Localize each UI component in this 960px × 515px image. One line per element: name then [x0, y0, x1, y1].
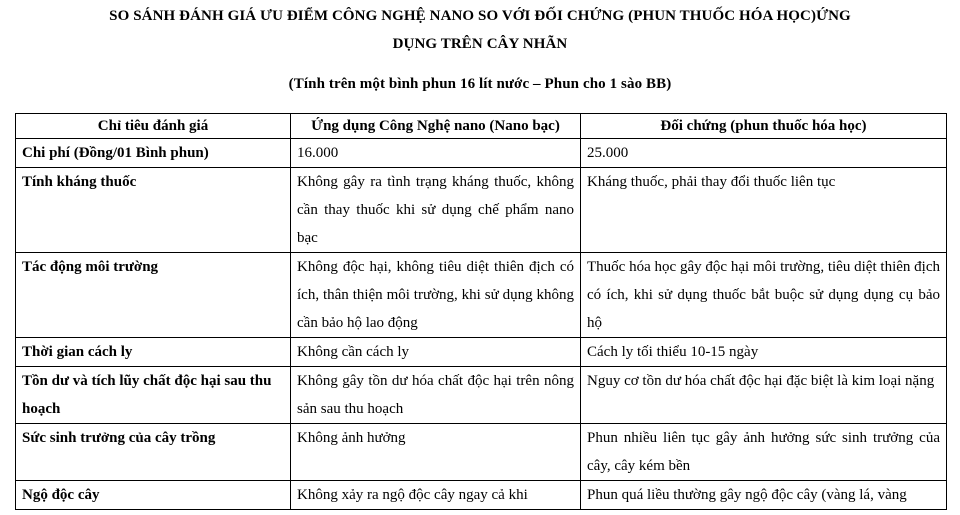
criterion-cell: Thời gian cách ly — [16, 338, 291, 367]
table-row — [16, 139, 947, 168]
nano-cell: Không độc hại, không tiêu diệt thiên địch có ích, thân thiện môi trường, khi sử dụng không cần bảo hộ lao động — [291, 253, 581, 338]
control-cell: 25.000 — [581, 139, 947, 168]
nano-cell: 16.000 — [291, 139, 581, 168]
criterion-cell: Tác động môi trường — [16, 253, 291, 338]
table-row — [16, 253, 947, 338]
control-cell: Cách ly tối thiểu 10-15 ngày — [581, 338, 947, 367]
table-row — [16, 481, 947, 510]
control-cell: Thuốc hóa học gây độc hại môi trường, tiêu diệt thiên địch có ích, khi sử dụng thuốc bắt buộc sử dụng dụng cụ bảo hộ — [581, 253, 947, 338]
control-cell: Phun quá liều thường gây ngộ độc cây (vàng lá, vàng — [581, 481, 947, 510]
table-row — [16, 168, 947, 253]
nano-cell: Không cần cách ly — [291, 338, 581, 367]
nano-cell: Không ảnh hưởng — [291, 424, 581, 481]
nano-cell: Không gây tồn dư hóa chất độc hại trên nông sản sau thu hoạch — [291, 367, 581, 424]
table-row — [16, 338, 947, 367]
control-cell: Phun nhiều liên tục gây ảnh hưởng sức sinh trưởng của cây, cây kém bền — [581, 424, 947, 481]
header-nano: Ứng dụng Công Nghệ nano (Nano bạc) — [291, 114, 581, 139]
document-subtitle: (Tính trên một bình phun 16 lít nước – Phun cho 1 sào BB) — [288, 76, 672, 92]
header-criterion: Chỉ tiêu đánh giá — [16, 114, 291, 139]
header-control: Đối chứng (phun thuốc hóa học) — [581, 114, 947, 139]
criterion-cell: Sức sinh trưởng của cây trồng — [16, 424, 291, 481]
table-row — [16, 424, 947, 481]
comparison-table — [15, 113, 947, 510]
control-cell: Nguy cơ tồn dư hóa chất độc hại đặc biệt là kim loại nặng — [581, 367, 947, 424]
criterion-cell: Ngộ độc cây — [16, 481, 291, 510]
control-cell: Kháng thuốc, phải thay đổi thuốc liên tục — [581, 168, 947, 253]
table-row — [16, 367, 947, 424]
criterion-cell: Chi phí (Đồng/01 Bình phun) — [16, 139, 291, 168]
nano-cell: Không gây ra tình trạng kháng thuốc, không cần thay thuốc khi sử dụng chế phẩm nano bạc — [291, 168, 581, 253]
criterion-cell: Tồn dư và tích lũy chất độc hại sau thu hoạch — [16, 367, 291, 424]
document-title-line-2: DỤNG TRÊN CÂY NHÃN — [392, 36, 568, 52]
criterion-cell: Tính kháng thuốc — [16, 168, 291, 253]
nano-cell: Không xảy ra ngộ độc cây ngay cả khi — [291, 481, 581, 510]
document-title-line-1: SO SÁNH ĐÁNH GIÁ ƯU ĐIỂM CÔNG NGHỆ NANO SO VỚI ĐỐI CHỨNG (PHUN THUỐC HÓA HỌC)ỨNG — [109, 8, 851, 24]
table-header-row — [16, 114, 947, 139]
